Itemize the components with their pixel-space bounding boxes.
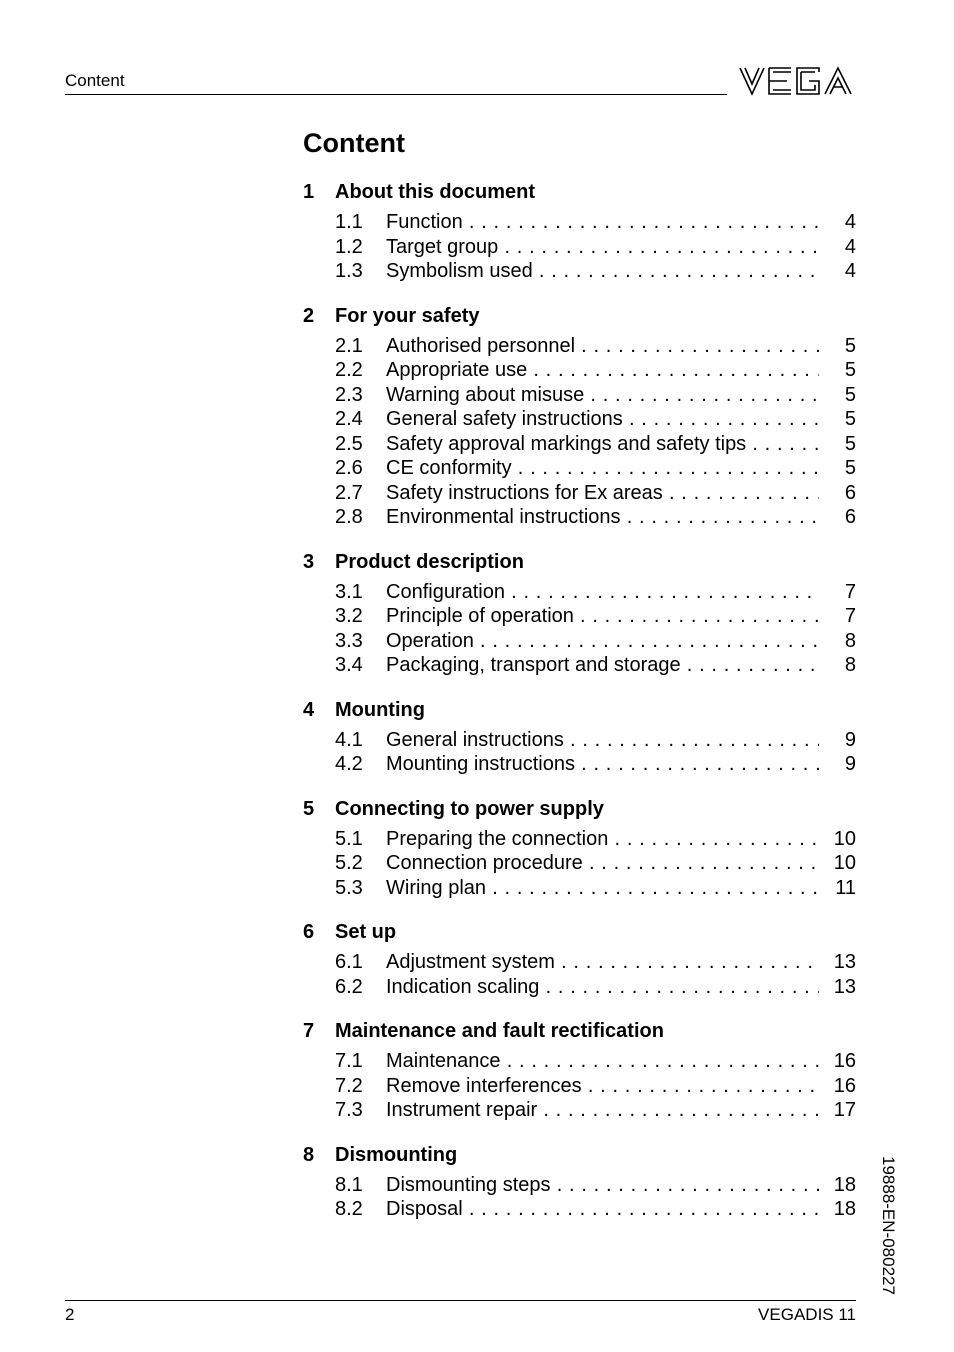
toc-entry-title: Function [386, 211, 463, 233]
toc-entry[interactable] [303, 358, 856, 383]
toc-section-number: 6 [303, 921, 315, 943]
toc-section-number: 3 [303, 550, 315, 573]
toc-entry-title-leader [386, 604, 819, 629]
toc-section-number: 7 [303, 1020, 315, 1042]
toc-entry-title-leader [386, 1197, 819, 1222]
page-title: Content [303, 128, 405, 158]
toc-entry-title-leader [386, 259, 819, 284]
toc-section-heading[interactable] [303, 1017, 856, 1045]
toc-section-number: 2 [303, 304, 315, 327]
toc-entry-title: Environmental instructions [386, 506, 621, 528]
toc-entry-page: 10 [833, 852, 856, 874]
toc-section-title: Maintenance and fault rectification [335, 1020, 664, 1042]
toc-entry-title-leader [386, 728, 819, 753]
toc-entry-title: Configuration [386, 580, 505, 603]
toc-entry-title: Instrument repair [386, 1099, 538, 1121]
toc-entry-title: Adjustment system [386, 951, 555, 973]
footer-rule [65, 1300, 856, 1301]
toc-entry-title-leader [386, 481, 819, 506]
toc-entry-title: Appropriate use [386, 359, 528, 381]
toc-entry[interactable] [303, 210, 856, 235]
toc-entry-title: Safety approval markings and safety tips [386, 432, 747, 455]
toc-entry-number: 2.7 [335, 481, 363, 504]
toc-entry[interactable] [303, 334, 856, 359]
table-of-contents [303, 178, 856, 1240]
toc-section-number: 5 [303, 797, 315, 820]
footer-product-name: VEGADIS 11 [758, 1305, 856, 1324]
toc-entry-title: Connection procedure [386, 852, 583, 874]
toc-entry[interactable] [303, 876, 856, 901]
toc-entry[interactable] [303, 235, 856, 260]
toc-entry-page: 7 [844, 580, 856, 603]
toc-section-heading[interactable] [303, 1141, 856, 1169]
toc-section-title: Product description [335, 550, 524, 573]
toc-entry-title: Disposal [386, 1198, 463, 1220]
toc-entry-number: 2.2 [335, 359, 363, 381]
toc-entry-title: Target group [386, 235, 499, 258]
toc-section-heading[interactable] [303, 178, 856, 206]
toc-entry-title: Symbolism used [386, 260, 533, 282]
toc-entry-page: 4 [844, 211, 856, 233]
toc-entry-page: 6 [844, 481, 856, 504]
toc-section-title: Mounting [335, 698, 425, 721]
toc-entry-number: 2.4 [335, 408, 363, 430]
footer-page-number: 2 [65, 1305, 75, 1324]
toc-section [303, 1141, 856, 1222]
toc-entry-number: 3.4 [335, 654, 363, 676]
toc-section-number: 1 [303, 181, 315, 203]
toc-entry-page: 16 [833, 1050, 856, 1072]
toc-entry-title-leader [386, 876, 819, 901]
toc-entry[interactable] [303, 1197, 856, 1222]
toc-entry-title: Operation [386, 629, 474, 652]
toc-entry-page: 9 [844, 728, 856, 751]
toc-entry-page: 5 [844, 334, 856, 357]
toc-entry[interactable] [303, 653, 856, 678]
toc-entry-page: 10 [833, 827, 856, 850]
toc-entry-page: 8 [844, 654, 856, 676]
toc-section [303, 918, 856, 999]
toc-entry[interactable] [303, 728, 856, 753]
toc-entry[interactable] [303, 950, 856, 975]
toc-entry-title-leader [386, 432, 819, 457]
toc-entry-title-leader [386, 358, 819, 383]
toc-entry-title: General instructions [386, 728, 564, 751]
toc-entry-page: 6 [844, 506, 856, 528]
toc-entry-title-leader [386, 975, 819, 1000]
toc-section-title: Connecting to power supply [335, 797, 604, 820]
toc-entry[interactable] [303, 580, 856, 605]
toc-section [303, 302, 856, 530]
toc-section [303, 178, 856, 284]
toc-entry-page: 18 [833, 1198, 856, 1220]
toc-entry-title: Mounting instructions [386, 753, 575, 775]
toc-entry[interactable] [303, 752, 856, 777]
toc-entry[interactable] [303, 505, 856, 530]
toc-entry-page: 5 [844, 432, 856, 455]
toc-entry-title-leader [386, 1049, 819, 1074]
toc-entry-page: 17 [833, 1099, 856, 1121]
toc-entry-number: 5.3 [335, 876, 363, 899]
toc-entry-number: 5.2 [335, 852, 363, 874]
toc-entry-number: 4.1 [335, 728, 363, 751]
toc-entry-page: 11 [835, 876, 856, 899]
toc-entry-number: 1.3 [335, 260, 363, 282]
toc-entry-number: 1.2 [335, 235, 363, 258]
toc-entry-title: CE conformity [386, 457, 512, 479]
toc-entry-title-leader [386, 456, 819, 481]
toc-section-title: For your safety [335, 304, 480, 327]
toc-entry-page: 5 [844, 359, 856, 381]
toc-entry[interactable] [303, 1074, 856, 1099]
toc-entry[interactable] [303, 432, 856, 457]
toc-entry-title: Principle of operation [386, 605, 574, 627]
toc-entry-page: 13 [833, 975, 856, 998]
toc-entry-number: 8.1 [335, 1173, 363, 1196]
toc-entry-title: Preparing the connection [386, 827, 609, 850]
header-rule [65, 94, 727, 95]
toc-entry-number: 4.2 [335, 753, 363, 775]
toc-entry-page: 4 [844, 260, 856, 282]
toc-entry[interactable] [303, 456, 856, 481]
toc-section [303, 548, 856, 678]
toc-entry[interactable] [303, 481, 856, 506]
toc-section-heading[interactable] [303, 696, 856, 724]
toc-entry-title-leader [386, 235, 819, 260]
toc-entry-page: 13 [833, 951, 856, 973]
toc-entry-page: 9 [844, 753, 856, 775]
toc-section [303, 696, 856, 777]
toc-entry-number: 8.2 [335, 1198, 363, 1220]
toc-section [303, 795, 856, 901]
toc-entry-page: 8 [844, 629, 856, 652]
toc-section-heading[interactable] [303, 302, 856, 330]
document-code: 19888-EN-080227 [879, 1156, 898, 1295]
toc-entry-title-leader [386, 950, 819, 975]
toc-entry-number: 7.2 [335, 1074, 363, 1097]
toc-section-title: Dismounting [335, 1143, 458, 1166]
toc-entry-title: Warning about misuse [386, 383, 585, 406]
toc-entry[interactable] [303, 259, 856, 284]
toc-entry[interactable] [303, 975, 856, 1000]
toc-entry-title-leader [386, 851, 819, 876]
toc-section-title: Set up [335, 921, 397, 943]
toc-entry-title: Remove interferences [386, 1074, 582, 1097]
toc-entry-number: 3.2 [335, 605, 363, 627]
toc-entry-number: 2.8 [335, 506, 363, 528]
toc-entry-page: 5 [844, 408, 856, 430]
toc-entry[interactable] [303, 851, 856, 876]
toc-entry[interactable] [303, 604, 856, 629]
toc-entry-page: 7 [844, 605, 856, 627]
toc-entry-number: 7.1 [335, 1050, 363, 1072]
toc-section [303, 1017, 856, 1123]
toc-entry-title: Safety instructions for Ex areas [386, 481, 663, 504]
toc-entry-title-leader [386, 383, 819, 408]
toc-entry-page: 5 [844, 457, 856, 479]
toc-entry-number: 3.1 [335, 580, 363, 603]
toc-entry-title: Authorised personnel [386, 334, 576, 357]
toc-entry-title-leader [386, 827, 819, 852]
toc-entry[interactable] [303, 1049, 856, 1074]
toc-entry-number: 5.1 [335, 827, 363, 850]
header-label: Content [65, 71, 125, 90]
toc-entry-number: 2.6 [335, 457, 363, 479]
toc-entry-title-leader [386, 407, 819, 432]
toc-entry-number: 6.1 [335, 951, 363, 973]
vega-logo [739, 66, 857, 96]
toc-entry-title: Dismounting steps [386, 1173, 551, 1196]
toc-entry-page: 16 [833, 1074, 856, 1097]
toc-entry-title-leader [386, 580, 819, 605]
toc-entry[interactable] [303, 827, 856, 852]
toc-section-number: 4 [303, 698, 315, 721]
toc-entry-number: 2.5 [335, 432, 363, 455]
toc-entry-title: General safety instructions [386, 408, 623, 430]
toc-entry-number: 1.1 [335, 211, 363, 233]
toc-entry-title-leader [386, 653, 819, 678]
toc-entry[interactable] [303, 407, 856, 432]
toc-entry-title: Packaging, transport and storage [386, 654, 681, 676]
toc-entry[interactable] [303, 383, 856, 408]
toc-section-heading[interactable] [303, 918, 856, 946]
toc-section-heading[interactable] [303, 548, 856, 576]
toc-entry-title: Indication scaling [386, 975, 540, 998]
toc-entry-title-leader [386, 505, 819, 530]
toc-entry-title: Wiring plan [386, 876, 487, 899]
toc-entry-number: 2.1 [335, 334, 363, 357]
toc-entry-number: 6.2 [335, 975, 363, 998]
toc-entry-page: 5 [844, 383, 856, 406]
toc-entry-title-leader [386, 210, 819, 235]
toc-entry[interactable] [303, 1173, 856, 1198]
toc-entry-title-leader [386, 629, 819, 654]
toc-section-number: 8 [303, 1143, 315, 1166]
toc-section-title: About this document [335, 181, 535, 203]
toc-entry-title-leader [386, 334, 819, 359]
toc-entry[interactable] [303, 1098, 856, 1123]
toc-entry-number: 3.3 [335, 629, 363, 652]
toc-entry-title-leader [386, 752, 819, 777]
toc-entry[interactable] [303, 629, 856, 654]
toc-entry-title-leader [386, 1098, 819, 1123]
toc-entry-page: 4 [844, 235, 856, 258]
toc-entry-number: 7.3 [335, 1099, 363, 1121]
toc-entry-title-leader [386, 1074, 819, 1099]
toc-entry-page: 18 [833, 1173, 856, 1196]
toc-entry-title-leader [386, 1173, 819, 1198]
toc-entry-title: Maintenance [386, 1050, 501, 1072]
toc-section-heading[interactable] [303, 795, 856, 823]
toc-entry-number: 2.3 [335, 383, 363, 406]
